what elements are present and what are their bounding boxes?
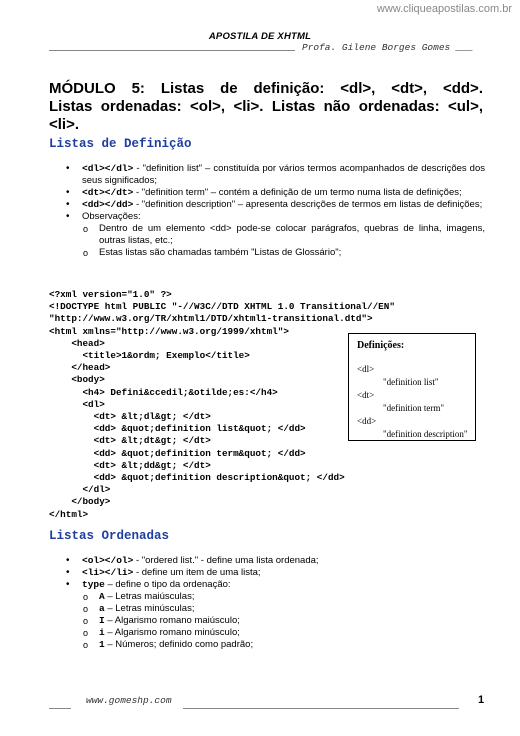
sub-list-item xyxy=(82,615,485,627)
list-item xyxy=(0,211,485,259)
list-item xyxy=(0,199,485,211)
code-tag: <ol></ol> xyxy=(82,555,134,566)
sub-list-item: o Dentro de um elemento <dd> pode-se colocar parágrafos, quebras de linha, imagens, outras listas, etc.; xyxy=(82,223,485,247)
code-line: </dl> xyxy=(49,484,111,496)
code-tag: <dl></dl> xyxy=(82,163,134,174)
output-description: "definition description" xyxy=(383,429,468,439)
observations-label: Observações: xyxy=(82,211,141,222)
sub-list-item xyxy=(82,603,485,615)
footer-website: www.gomeshp.com xyxy=(86,695,172,706)
list-item xyxy=(0,579,485,651)
rendered-output-box xyxy=(348,333,476,441)
output-term: <dt> xyxy=(357,390,375,400)
output-term: <dd> xyxy=(357,416,377,426)
code-line: <h4> Defini&ccedil;&otilde;es:</h4> xyxy=(49,386,278,398)
code-line: "http://www.w3.org/TR/xhtml1/DTD/xhtml1-transitional.dtd"> xyxy=(49,313,373,325)
section-heading-definition-lists: Listas de Definição xyxy=(49,137,192,151)
section-heading-ordered-lists: Listas Ordenadas xyxy=(49,529,170,543)
output-term: <dl> xyxy=(357,364,375,374)
item-text: - "ordered list." - define uma lista ordenada; xyxy=(133,555,319,566)
footer-rule-left xyxy=(49,708,71,709)
code-line: <dt> &lt;dd&gt; </dt> xyxy=(49,459,211,471)
module-title-line-1: MÓDULO 5: Listas de definição: <dl>, <dt>, <dd>. xyxy=(49,80,483,97)
type-text: – Algarismo romano minúsculo; xyxy=(104,627,240,638)
watermark: www.cliqueapostilas.com.br xyxy=(376,3,512,15)
type-code: A xyxy=(99,591,105,602)
sub-list-item xyxy=(82,627,485,639)
sub-list-item xyxy=(82,639,485,651)
module-title-line-2: Listas ordenadas: <ol>, <li>. Listas não ordenadas: <ul>, <li>. xyxy=(49,98,483,133)
type-text: – Letras maiúsculas; xyxy=(104,591,195,602)
code-line: <!DOCTYPE html PUBLIC "-//W3C//DTD XHTML 1.0 Transitional//EN" xyxy=(49,301,395,313)
code-tag: <dd></dd> xyxy=(82,199,134,210)
type-values-list xyxy=(82,591,485,651)
list-item xyxy=(0,567,485,579)
type-code: 1 xyxy=(99,639,105,650)
list-item xyxy=(0,163,485,187)
output-description: "definition list" xyxy=(383,377,439,387)
code-line: <dt> &lt;dt&gt; </dt> xyxy=(49,435,211,447)
list-item xyxy=(0,187,485,199)
definition-list-bullets xyxy=(0,163,485,259)
type-text: – Letras minúsculas; xyxy=(104,603,195,614)
ordered-list-bullets xyxy=(0,555,485,651)
code-tag: <li></li> xyxy=(82,567,134,578)
footer-rule-right xyxy=(183,708,459,709)
code-line: <dl> xyxy=(49,398,105,410)
code-line: </body> xyxy=(49,496,111,508)
item-text: - "definition term" – contém a definição de um termo numa lista de definições; xyxy=(133,187,462,198)
code-line: </head> xyxy=(49,362,111,374)
type-text: – Números; definido como padrão; xyxy=(104,639,254,650)
sub-list-item xyxy=(82,591,485,603)
code-line: </html> xyxy=(49,508,89,520)
code-line: <head> xyxy=(49,337,105,349)
item-text: - "definition list" – constituída por vários termos acompanhados de descrições dos seus significados; xyxy=(82,163,485,186)
page-number: 1 xyxy=(478,694,485,706)
type-code: i xyxy=(99,627,105,638)
header-rule xyxy=(49,50,295,51)
author-name: Profa. Gilene Borges Gomes ___ xyxy=(302,42,474,53)
item-text: - "definition description" – apresenta descrições de termos em listas de definições; xyxy=(133,199,483,210)
type-code: I xyxy=(99,615,105,626)
type-text: – Algarismo romano maiúsculo; xyxy=(104,615,240,626)
module-title xyxy=(49,80,483,134)
observations-list xyxy=(82,223,485,259)
output-box-title: Definições: xyxy=(357,340,405,351)
code-line: <dd> &quot;definition list&quot; </dd> xyxy=(49,423,306,435)
code-line: <body> xyxy=(49,374,105,386)
code-line: <title>1&ordm; Exemplo</title> xyxy=(49,350,250,362)
type-code: a xyxy=(99,603,105,614)
item-text: - define um item de uma lista; xyxy=(133,567,261,578)
document-title: APOSTILA DE XHTML xyxy=(208,31,312,42)
list-item xyxy=(0,555,485,567)
sub-list-item: o Estas listas são chamadas também "Listas de Glossário"; xyxy=(82,247,485,259)
code-line: <?xml version="1.0" ?> xyxy=(49,289,172,300)
code-line: <dd> &quot;definition term&quot; </dd> xyxy=(49,447,306,459)
output-description: "definition term" xyxy=(383,403,445,413)
code-tag: type xyxy=(82,579,105,590)
code-line: <html xmlns="http://www.w3.org/1999/xhtml"> xyxy=(49,325,289,337)
code-line: <dt> &lt;dl&gt; </dt> xyxy=(49,411,211,423)
item-text: – define o tipo da ordenação: xyxy=(104,579,231,590)
code-line: <dd> &quot;definition description&quot; </dd> xyxy=(49,472,345,484)
code-tag: <dt></dt> xyxy=(82,187,134,198)
code-example xyxy=(49,289,395,521)
